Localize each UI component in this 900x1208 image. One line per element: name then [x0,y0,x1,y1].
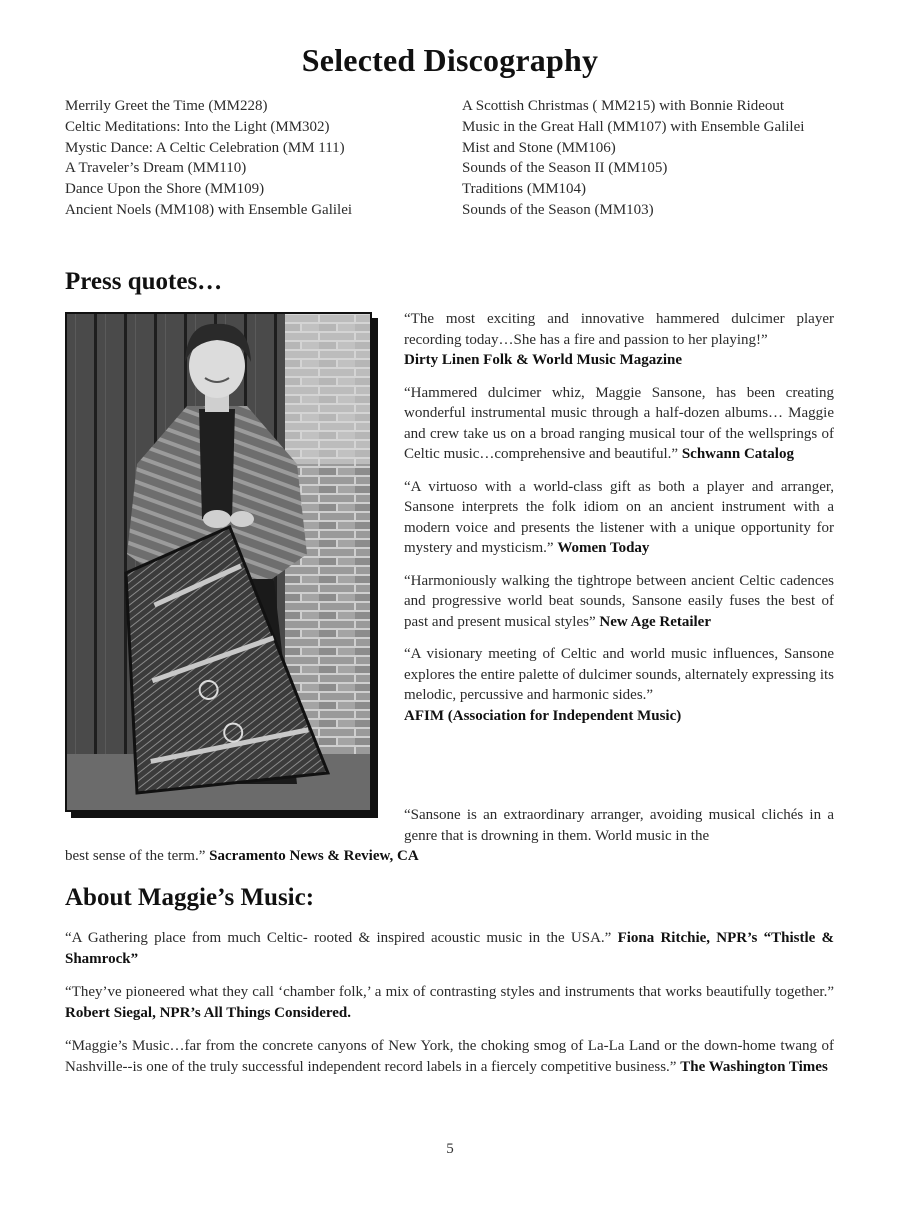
about-heading: About Maggie’s Music: [65,884,315,911]
quote-source: Dirty Linen Folk & World Music Magazine [404,352,683,368]
discography-item: Traditions (MM104) [462,181,587,198]
discography-item: Mystic Dance: A Celtic Celebration (MM 111) [65,139,345,156]
press-quotes-list [404,309,834,738]
discography-item: Mist and Stone (MM106) [462,139,616,156]
artist-photo [65,312,372,812]
page-number: 5 [446,1141,454,1157]
about-quote: “A Gathering place from much Celtic- rooted & inspired acoustic music in the USA.” Fiona Ritchie, NPR’s “Thistle & Shamrock” [65,930,835,967]
quote-source: Women Today [557,540,650,556]
discography-item: Dance Upon the Shore (MM109) [65,181,265,198]
discography-left-column [65,96,445,221]
press-quote: “Hammered dulcimer whiz, Maggie Sansone, has been creating wonderful instrumental music through a half-dozen albums… Maggie and crew take us on a broad ranging musical tour of the wellsprings of Celtic music…comprehensive and beautiful.” Schwann Catalog [404,384,834,462]
about-quote: “They’ve pioneered what they call ‘chamber folk,’ a mix of contrasting styles and instruments that works beautifully together.” Robert Siegal, NPR’s All Things Considered. [65,984,834,1021]
quote-source: Fiona Ritchie, NPR’s “Thistle & Shamrock” [65,930,835,967]
quote-source: New Age Retailer [599,613,711,630]
press-quote: “A visionary meeting of Celtic and world music influences, Sansone explores the entire palette of dulcimer sounds, alternately expressing its melodic, percussive and harmonic sides.” AFIM (Association for Independent Music) [404,646,834,724]
discography-item: Ancient Noels (MM108) with Ensemble Galilei [65,201,353,218]
discography-item: Sounds of the Season II (MM105) [462,160,668,177]
discography-item: A Scottish Christmas ( MM215) with Bonnie Rideout [462,98,785,114]
discography-item: Celtic Meditations: Into the Light (MM302) [65,118,330,135]
press-quote-last-start: “Sansone is an extraordinary arranger, avoiding musical clichés in a genre that is drowning in them. World music in the [404,807,834,844]
discography-item: Music in the Great Hall (MM107) with Ensemble Galilei [462,118,805,135]
discography-right-column [462,96,862,221]
about-quote: “Maggie’s Music…far from the concrete canyons of New York, the choking smog of La-La Land or the down-home twang of Nashville--is one of the truly successful independent record labels in a fiercely competitive business.” The Washington Times [65,1038,834,1075]
press-quote: “The most exciting and innovative hammered dulcimer player recording today…She has a fire and passion to her playing!” Dirty Linen Folk & World Music Magazine [404,311,834,368]
discography-item: A Traveler’s Dream (MM110) [65,160,247,177]
page-title: Selected Discography [301,42,599,78]
quote-source: Robert Siegal, NPR’s All Things Considered. [65,1004,352,1021]
quote-source: AFIM (Association for Independent Music) [404,707,682,724]
press-quote: “A virtuoso with a world-class gift as both a player and arranger, Sansone interprets the folk idiom on an ancient instrument with a modern voice and presents the listener with a unique opportunity for mystery and mysticism.” Women Today [404,478,834,556]
quote-source: The Washington Times [680,1058,828,1075]
press-quote-last-end: best sense of the term.” Sacramento News & Review, CA [65,848,419,864]
press-quote: “Harmoniously walking the tightrope between ancient Celtic cadences and progressive world beat sounds, Sansone easily fuses the best of past and present musical styles” New Age Retailer [404,572,834,630]
discography-item: Merrily Greet the Time (MM228) [65,98,268,114]
quote-source: Sacramento News & Review, CA [209,848,419,864]
discography-item: Sounds of the Season (MM103) [462,201,654,218]
press-quotes-heading: Press quotes… [65,268,223,295]
quote-source: Schwann Catalog [681,446,794,462]
